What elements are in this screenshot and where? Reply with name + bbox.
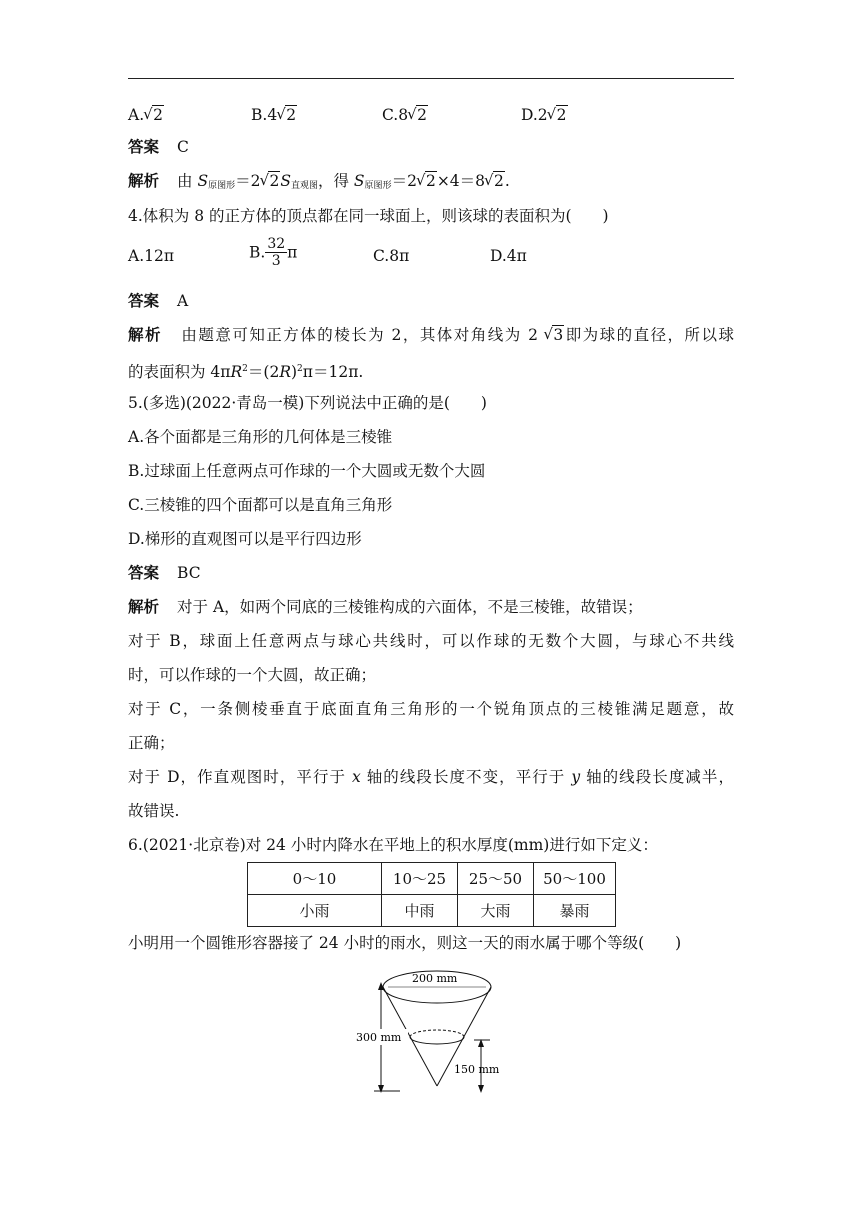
answer-value: BC bbox=[177, 564, 201, 582]
q5-explanation-line-2: 对于 B，球面上任意两点与球心共线时，可以作球的无数个大圆，与球心不共线 bbox=[128, 632, 734, 650]
q6-question: 6.(2021·北京卷)对 24 小时内降水在平地上的积水厚度(mm)进行如下定义： bbox=[128, 836, 658, 854]
table-cell: 大雨 bbox=[458, 895, 534, 927]
q4-option-c: C.8π bbox=[373, 247, 410, 265]
table-row bbox=[248, 895, 616, 927]
explanation-label: 解析 bbox=[128, 325, 162, 344]
q5-option-b: B.过球面上任意两点可作球的一个大圆或无数个大圆 bbox=[128, 462, 486, 480]
q3-option-d-label: D.2 bbox=[521, 106, 548, 124]
q4-option-b: B. $\frac{32}{3}$ π bbox=[249, 236, 298, 269]
q3-option-a bbox=[128, 106, 164, 124]
sqrt-symbol: √ 2 bbox=[144, 106, 164, 124]
q4-explanation-line-2: 的表面积为 $4\pi R^2=(2R)^2\pi=12\pi$. bbox=[128, 363, 364, 381]
header-rule bbox=[128, 78, 734, 79]
q5-option-d: D.梯形的直观图可以是平行四边形 bbox=[128, 530, 362, 548]
sqrt-symbol: √ 3 bbox=[544, 324, 564, 346]
water-surface-back bbox=[410, 1030, 464, 1037]
sqrt-symbol: √ 2 bbox=[277, 106, 297, 124]
answer-label: 答案 bbox=[128, 291, 160, 310]
answer-label: 答案 bbox=[128, 563, 160, 582]
table-cell: 10～25 bbox=[382, 863, 458, 895]
cone-figure bbox=[340, 960, 520, 1110]
q3-option-b-label: B.4 bbox=[251, 106, 278, 124]
q5-answer bbox=[128, 562, 734, 584]
height-label: 300 mm bbox=[356, 1031, 402, 1044]
explanation-label: 解析 bbox=[128, 597, 160, 616]
q4-option-a: A.12π bbox=[128, 247, 175, 265]
q6-question-2: 小明用一个圆锥形容器接了 24 小时的雨水，则这一天的雨水属于哪个等级( ) bbox=[128, 934, 682, 952]
q4-option-d: D.4π bbox=[490, 247, 527, 265]
q5-option-a: A.各个面都是三角形的几何体是三棱锥 bbox=[128, 428, 393, 446]
q4-explanation-line-1: 解析 由题意可知正方体的棱长为 2，其体对角线为 2 √ 3即为球的直径，所以球 bbox=[128, 324, 734, 346]
answer-value: A bbox=[177, 292, 189, 310]
q5-option-c: C.三棱锥的四个面都可以是直角三角形 bbox=[128, 496, 393, 514]
rainfall-table bbox=[247, 862, 616, 927]
q3-option-a-label: A. bbox=[128, 106, 145, 124]
fraction: $\frac{32}{3}$ bbox=[267, 236, 286, 269]
arrow-down-icon bbox=[378, 1085, 384, 1093]
explanation-label: 解析 bbox=[128, 171, 160, 190]
table-cell: 50～100 bbox=[534, 863, 616, 895]
sqrt-symbol: √ 2 bbox=[260, 170, 280, 192]
q4-question: 4.体积为 8 的正方体的顶点都在同一球面上，则该球的表面积为( ) bbox=[128, 207, 609, 225]
top-diameter-label: 200 mm bbox=[412, 972, 458, 985]
water-height-label: 150 mm bbox=[454, 1063, 500, 1076]
answer-value: C bbox=[177, 138, 189, 156]
sqrt-symbol: √ 2 bbox=[408, 106, 428, 124]
q3-option-c bbox=[382, 106, 428, 124]
table-cell: 25～50 bbox=[458, 863, 534, 895]
sqrt-symbol: √ 2 bbox=[417, 170, 437, 192]
q3-option-b bbox=[251, 106, 297, 124]
table-row bbox=[248, 863, 616, 895]
q5-explanation-line-5: 正确； bbox=[128, 734, 175, 752]
q3-answer bbox=[128, 136, 734, 158]
water-surface-front bbox=[410, 1037, 464, 1044]
table-cell: 中雨 bbox=[382, 895, 458, 927]
q5-explanation-line-6: 对于 D，作直观图时，平行于 x 轴的线段长度不变，平行于 y 轴的线段长度减半， bbox=[128, 768, 734, 786]
q5-question: 5.(多选)(2022·青岛一模)下列说法中正确的是( ) bbox=[128, 394, 487, 412]
q3-option-c-label: C.8 bbox=[382, 106, 409, 124]
q5-explanation-line-1: 解析 对于 A，如两个同底的三棱锥构成的六面体，不是三棱锥，故错误； bbox=[128, 597, 643, 616]
sqrt-symbol: √ 2 bbox=[485, 170, 505, 192]
table-cell: 0～10 bbox=[248, 863, 382, 895]
q4-answer bbox=[128, 290, 734, 312]
answer-label: 答案 bbox=[128, 137, 160, 156]
q5-explanation-line-3: 时，可以作球的一个大圆，故正确； bbox=[128, 666, 377, 684]
arrow-down-icon bbox=[478, 1085, 484, 1093]
q5-explanation-line-4: 对于 C，一条侧棱垂直于底面直角三角形的一个锐角顶点的三棱锥满足题意，故 bbox=[128, 700, 734, 718]
table-cell: 暴雨 bbox=[534, 895, 616, 927]
sqrt-symbol: √ 2 bbox=[548, 106, 568, 124]
q3-explanation: 解析 由 $S_{原图形}=2√$ $2S_{直观图}$，得 $S_{原图形}=2√$ 2×4＝8√ 2. bbox=[128, 170, 734, 197]
q5-explanation-line-7: 故错误. bbox=[128, 802, 180, 820]
q3-option-d bbox=[521, 106, 568, 124]
table-cell: 小雨 bbox=[248, 895, 382, 927]
